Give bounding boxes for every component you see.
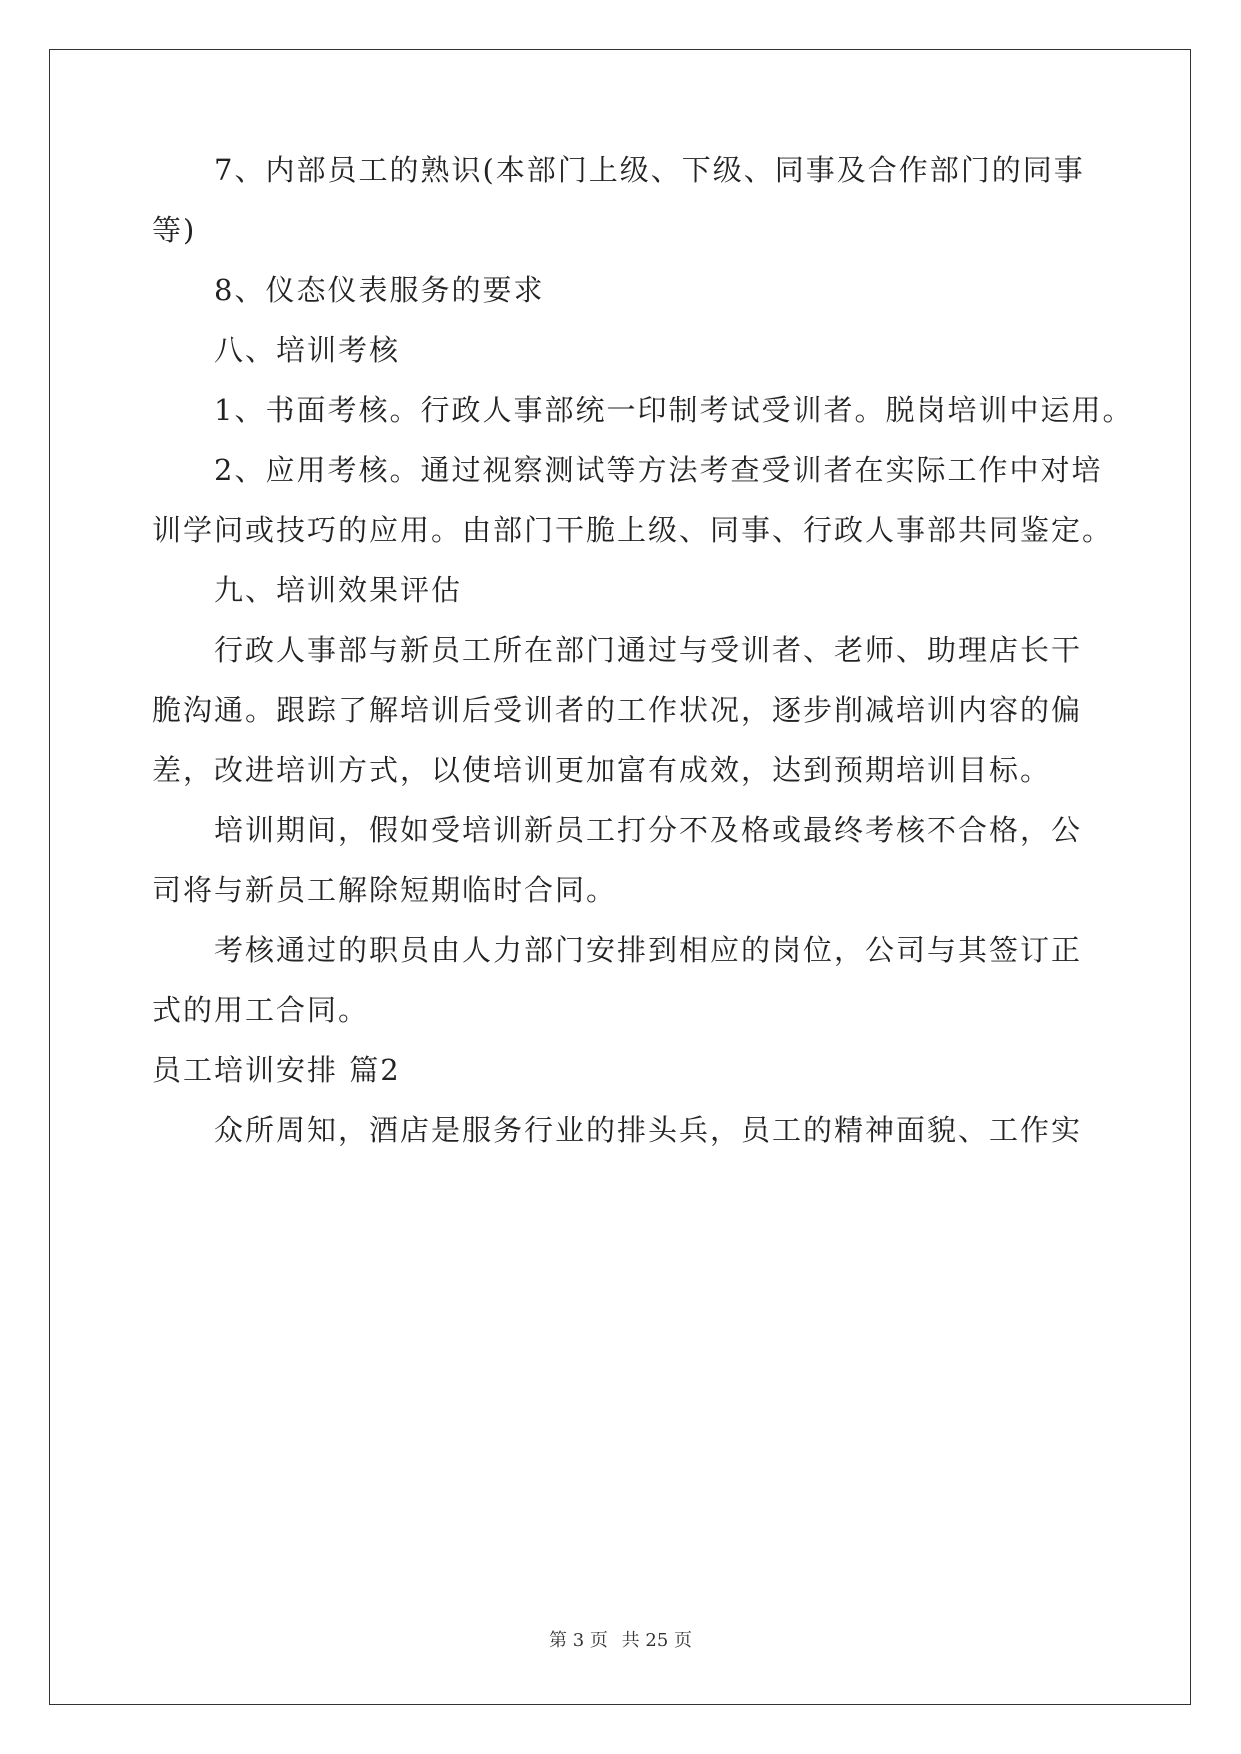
section-heading: 九、培训效果评估 [214, 573, 463, 607]
paragraph-line: 脆沟通。跟踪了解培训后受训者的工作状况，逐步削减培训内容的偏 [152, 693, 1083, 727]
document-body [152, 140, 1134, 1160]
paragraph-line: 8、仪态仪表服务的要求 [214, 273, 545, 307]
paragraph-line: 考核通过的职员由人力部门安排到相应的岗位，公司与其签订正 [214, 933, 1083, 967]
paragraph-line: 训学问或技巧的应用。由部门干脆上级、同事、行政人事部共同鉴定。 [152, 513, 1114, 547]
section-heading: 八、培训考核 [214, 333, 401, 367]
page-footer [0, 1626, 1241, 1652]
article-title: 员工培训安排 篇2 [152, 1053, 401, 1087]
paragraph-line: 培训期间，假如受培训新员工打分不及格或最终考核不合格，公 [214, 813, 1083, 847]
paragraph-line: 式的用工合同。 [152, 993, 370, 1027]
paragraph-line: 众所周知，酒店是服务行业的排头兵，员工的精神面貌、工作实 [214, 1113, 1083, 1147]
paragraph-line: 2、应用考核。通过视察测试等方法考查受训者在实际工作中对培 [214, 453, 1103, 487]
page-total: 共 25 页 [621, 1630, 692, 1651]
paragraph-line: 行政人事部与新员工所在部门通过与受训者、老师、助理店长干 [214, 633, 1083, 667]
paragraph-line: 1、书面考核。行政人事部统一印制考试受训者。脱岗培训中运用。 [214, 393, 1134, 427]
paragraph-line: 7、内部员工的熟识(本部门上级、下级、同事及合作部门的同事 [214, 153, 1085, 187]
paragraph-line: 等) [152, 213, 197, 247]
paragraph-line: 司将与新员工解除短期临时合同。 [152, 873, 618, 907]
page-number: 第 3 页 [549, 1630, 608, 1651]
paragraph-line: 差，改进培训方式，以使培训更加富有成效，达到预期培训目标。 [152, 753, 1052, 787]
